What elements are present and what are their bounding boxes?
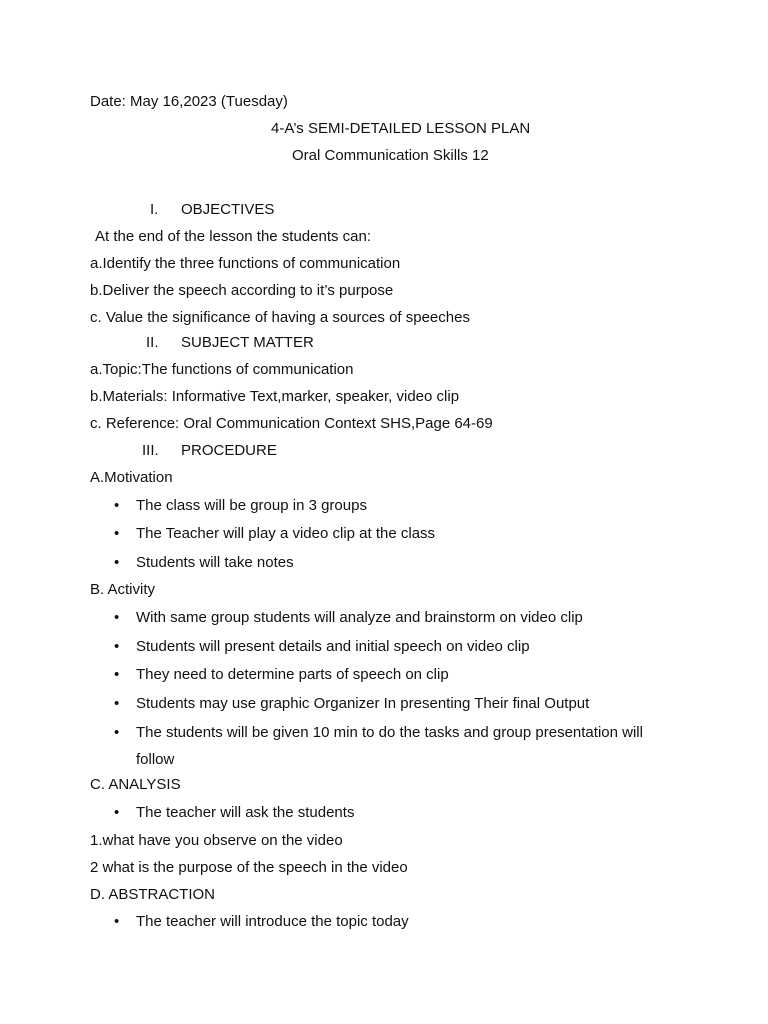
bullet-icon: •: [114, 913, 120, 930]
bullet-icon: •: [114, 804, 120, 821]
bullet-icon: •: [114, 638, 120, 655]
document-title: 4-A’s SEMI-DETAILED LESSON PLAN: [271, 120, 531, 137]
section-heading-subject-matter: SUBJECT MATTER: [181, 334, 314, 351]
analysis-bullet: The teacher will ask the students: [136, 804, 355, 821]
section-numeral-objectives: I.: [150, 201, 159, 218]
subsection-heading-motivation: A.Motivation: [90, 469, 173, 486]
section-numeral-subject-matter: II.: [146, 334, 159, 351]
subsection-heading-analysis: C. ANALYSIS: [90, 776, 181, 793]
objective-item: c. Value the significance of having a sources of speeches: [90, 309, 470, 326]
objective-item: a.Identify the three functions of communication: [90, 255, 401, 272]
section-heading-procedure: PROCEDURE: [181, 442, 277, 459]
bullet-icon: •: [114, 695, 120, 712]
activity-bullet: The students will be given 10 min to do the tasks and group presentation will: [136, 724, 643, 741]
analysis-question: 2 what is the purpose of the speech in the video: [90, 859, 408, 876]
activity-bullet-continuation: follow: [136, 751, 175, 768]
activity-bullet: They need to determine parts of speech on clip: [136, 666, 449, 683]
subject-matter-item: a.Topic:The functions of communication: [90, 361, 354, 378]
objectives-intro: At the end of the lesson the students can:: [95, 228, 372, 245]
subject-matter-item: c. Reference: Oral Communication Context SHS,Page 64-69: [90, 415, 493, 432]
section-heading-objectives: OBJECTIVES: [181, 201, 275, 218]
bullet-icon: •: [114, 609, 120, 626]
date-line: Date: May 16,2023 (Tuesday): [90, 93, 288, 110]
subject-matter-item: b.Materials: Informative Text,marker, speaker, video clip: [90, 388, 460, 405]
motivation-bullet: Students will take notes: [136, 554, 294, 571]
bullet-icon: •: [114, 666, 120, 683]
subject-title: Oral Communication Skills 12: [292, 147, 489, 164]
section-numeral-procedure: III.: [142, 442, 159, 459]
bullet-icon: •: [114, 525, 120, 542]
activity-bullet: Students may use graphic Organizer In presenting Their final Output: [136, 695, 590, 712]
motivation-bullet: The Teacher will play a video clip at the class: [136, 525, 436, 542]
activity-bullet: With same group students will analyze and brainstorm on video clip: [136, 609, 583, 626]
analysis-question: 1.what have you observe on the video: [90, 832, 343, 849]
abstraction-bullet: The teacher will introduce the topic today: [136, 913, 409, 930]
motivation-bullet: The class will be group in 3 groups: [136, 497, 367, 514]
bullet-icon: •: [114, 554, 120, 571]
objective-item: b.Deliver the speech according to it’s purpose: [90, 282, 394, 299]
activity-bullet: Students will present details and initial speech on video clip: [136, 638, 530, 655]
bullet-icon: •: [114, 497, 120, 514]
bullet-icon: •: [114, 724, 120, 741]
subsection-heading-activity: B. Activity: [90, 581, 156, 598]
subsection-heading-abstraction: D. ABSTRACTION: [90, 886, 216, 903]
